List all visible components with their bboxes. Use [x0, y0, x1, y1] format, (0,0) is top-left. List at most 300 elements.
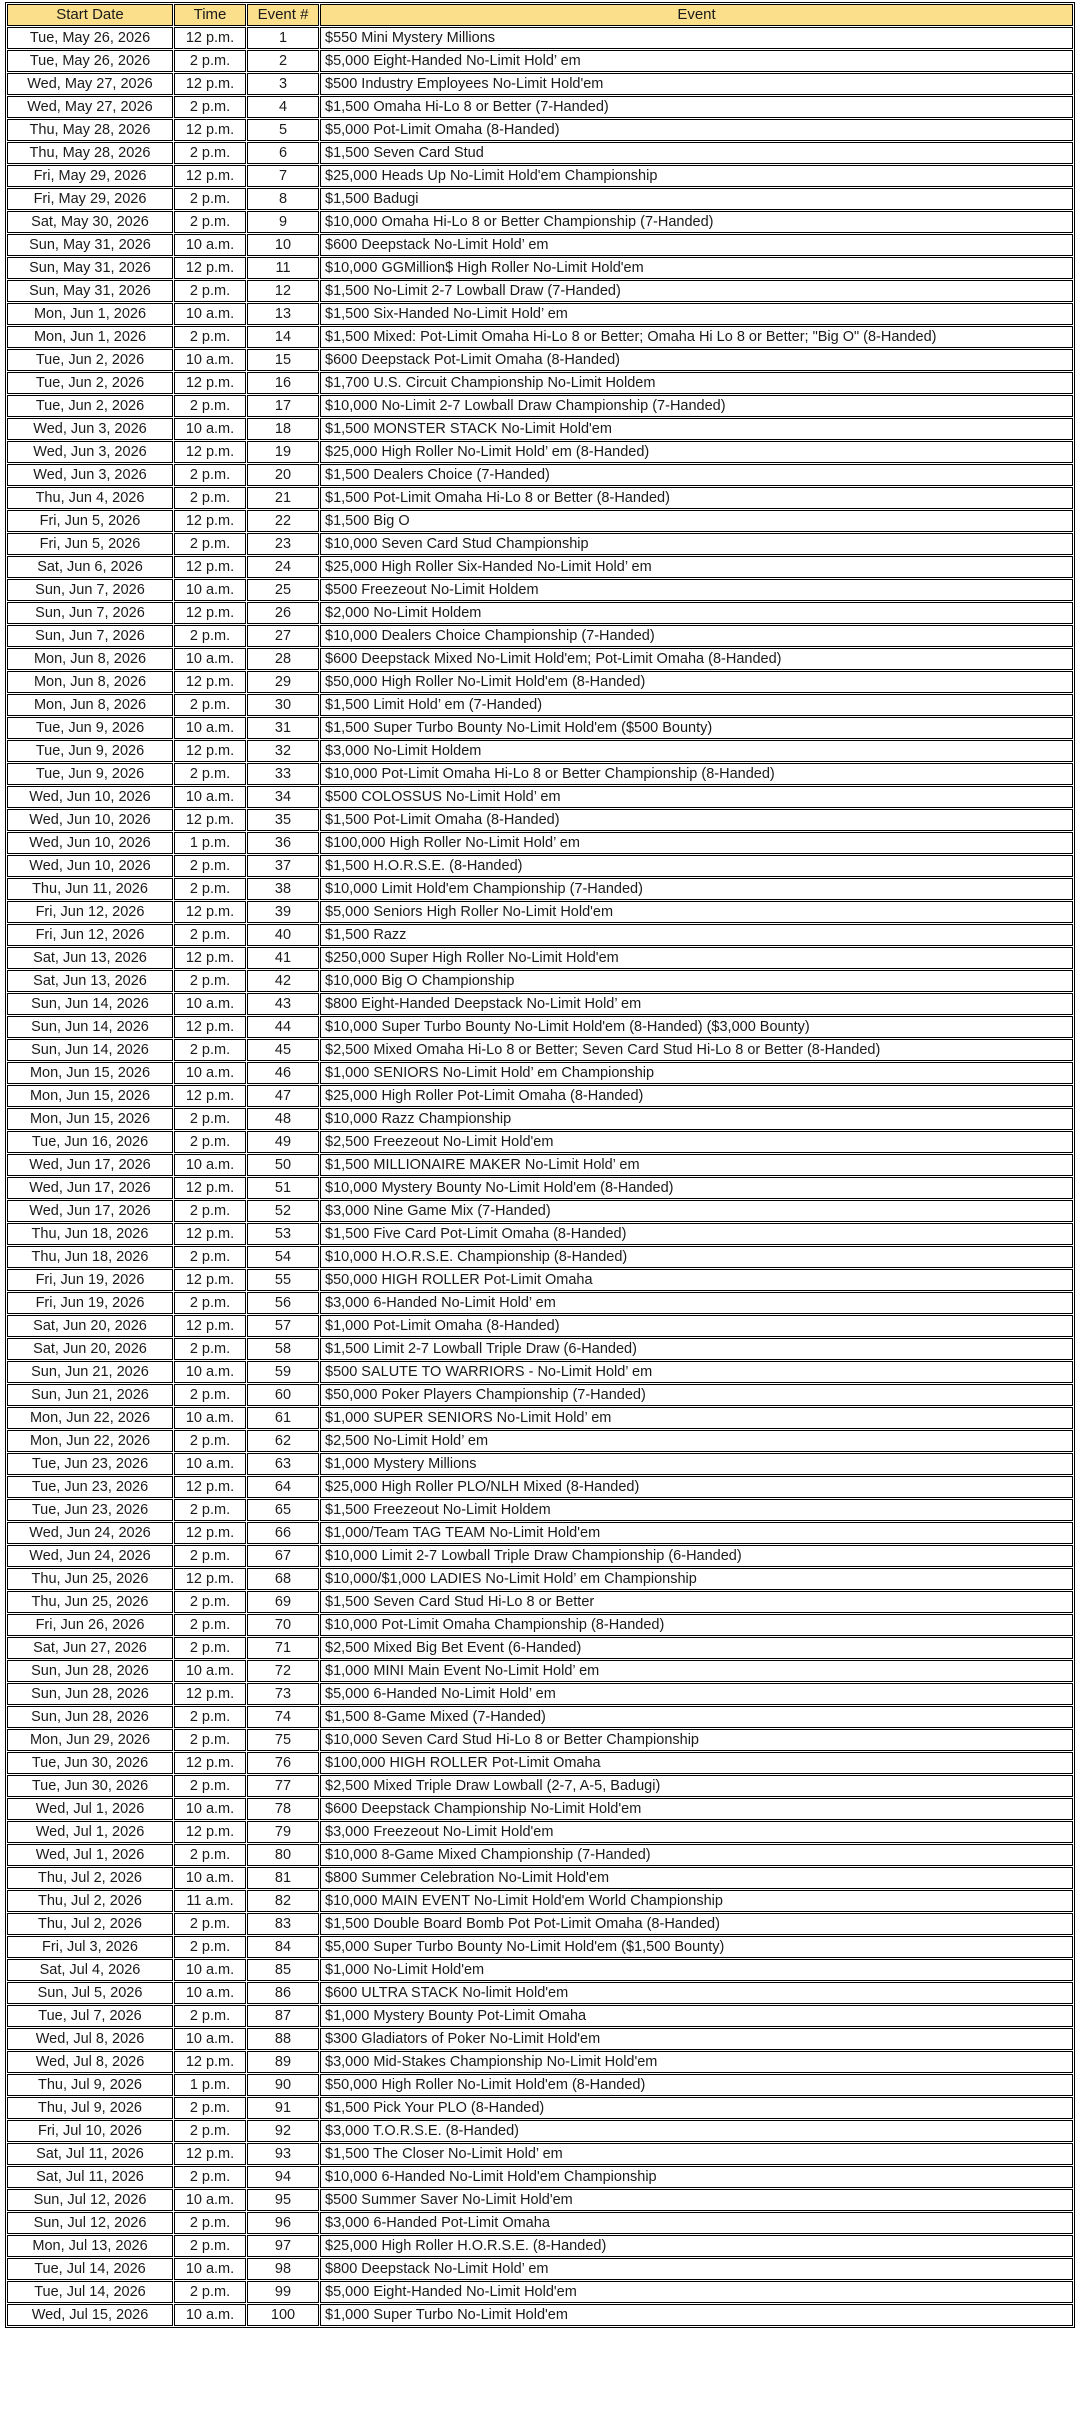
table-row	[7, 2120, 1073, 2142]
start-date-cell: Thu, Jul 9, 2026	[7, 2097, 173, 2119]
event-number-cell: 5	[247, 119, 319, 141]
start-date-cell: Mon, Jun 22, 2026	[7, 1430, 173, 1452]
start-date-cell: Tue, Jun 16, 2026	[7, 1131, 173, 1153]
start-date-cell: Sun, Jun 7, 2026	[7, 602, 173, 624]
event-name-cell: $1,500 The Closer No-Limit Hold’ em	[320, 2143, 1073, 2165]
event-name-cell: $500 Industry Employees No-Limit Hold'em	[320, 73, 1073, 95]
event-number-cell: 24	[247, 556, 319, 578]
event-number-cell: 76	[247, 1752, 319, 1774]
event-name-cell: $1,500 Dealers Choice (7-Handed)	[320, 464, 1073, 486]
start-date-cell: Sun, Jun 14, 2026	[7, 1039, 173, 1061]
start-date-cell: Wed, Jul 1, 2026	[7, 1844, 173, 1866]
event-number-cell: 50	[247, 1154, 319, 1176]
table-row	[7, 1867, 1073, 1889]
table-row	[7, 1177, 1073, 1199]
start-date-cell: Wed, Jul 1, 2026	[7, 1821, 173, 1843]
table-row	[7, 763, 1073, 785]
event-name-cell: $3,000 T.O.R.S.E. (8-Handed)	[320, 2120, 1073, 2142]
start-date-cell: Sun, Jul 5, 2026	[7, 1982, 173, 2004]
event-name-cell: $2,500 Mixed Triple Draw Lowball (2-7, A-5, Badugi)	[320, 1775, 1073, 1797]
time-cell: 10 a.m.	[174, 1959, 246, 1981]
start-date-cell: Wed, Jul 1, 2026	[7, 1798, 173, 1820]
time-cell: 2 p.m.	[174, 487, 246, 509]
time-cell: 10 a.m.	[174, 1867, 246, 1889]
start-date-cell: Tue, Jun 30, 2026	[7, 1752, 173, 1774]
time-cell: 2 p.m.	[174, 2235, 246, 2257]
time-cell: 12 p.m.	[174, 510, 246, 532]
start-date-cell: Wed, Jul 15, 2026	[7, 2304, 173, 2326]
event-number-cell: 99	[247, 2281, 319, 2303]
table-row	[7, 1545, 1073, 1567]
event-name-cell: $1,500 Freezeout No-Limit Holdem	[320, 1499, 1073, 1521]
event-number-cell: 63	[247, 1453, 319, 1475]
start-date-cell: Wed, Jul 8, 2026	[7, 2028, 173, 2050]
start-date-cell: Fri, Jun 12, 2026	[7, 924, 173, 946]
table-row	[7, 1775, 1073, 1797]
event-name-cell: $600 ULTRA STACK No-limit Hold'em	[320, 1982, 1073, 2004]
start-date-cell: Sun, Jun 14, 2026	[7, 993, 173, 1015]
time-cell: 12 p.m.	[174, 441, 246, 463]
start-date-cell: Mon, Jun 1, 2026	[7, 326, 173, 348]
time-cell: 2 p.m.	[174, 855, 246, 877]
event-number-cell: 10	[247, 234, 319, 256]
start-date-cell: Sun, Jul 12, 2026	[7, 2212, 173, 2234]
start-date-cell: Wed, Jun 3, 2026	[7, 464, 173, 486]
start-date-cell: Mon, Jun 15, 2026	[7, 1085, 173, 1107]
event-number-cell: 79	[247, 1821, 319, 1843]
table-row	[7, 809, 1073, 831]
time-cell: 2 p.m.	[174, 1430, 246, 1452]
start-date-cell: Sat, Jun 20, 2026	[7, 1315, 173, 1337]
event-name-cell: $10,000 8-Game Mixed Championship (7-Handed)	[320, 1844, 1073, 1866]
event-name-cell: $500 SALUTE TO WARRIORS - No-Limit Hold’ em	[320, 1361, 1073, 1383]
start-date-cell: Thu, Jun 25, 2026	[7, 1591, 173, 1613]
event-number-cell: 96	[247, 2212, 319, 2234]
table-row	[7, 1361, 1073, 1383]
start-date-cell: Fri, Jun 5, 2026	[7, 533, 173, 555]
start-date-cell: Wed, May 27, 2026	[7, 96, 173, 118]
table-row	[7, 533, 1073, 555]
event-number-cell: 58	[247, 1338, 319, 1360]
time-cell: 12 p.m.	[174, 165, 246, 187]
time-cell: 12 p.m.	[174, 1683, 246, 1705]
start-date-cell: Sat, Jul 11, 2026	[7, 2143, 173, 2165]
event-name-cell: $10,000 Dealers Choice Championship (7-Handed)	[320, 625, 1073, 647]
table-row	[7, 510, 1073, 532]
start-date-cell: Tue, Jun 23, 2026	[7, 1453, 173, 1475]
table-row	[7, 1706, 1073, 1728]
event-number-cell: 48	[247, 1108, 319, 1130]
time-cell: 2 p.m.	[174, 2097, 246, 2119]
time-cell: 2 p.m.	[174, 142, 246, 164]
table-row	[7, 1453, 1073, 1475]
event-number-cell: 65	[247, 1499, 319, 1521]
event-name-cell: $3,000 No-Limit Holdem	[320, 740, 1073, 762]
time-cell: 12 p.m.	[174, 740, 246, 762]
start-date-cell: Thu, Jun 18, 2026	[7, 1246, 173, 1268]
start-date-cell: Wed, Jun 10, 2026	[7, 786, 173, 808]
time-cell: 2 p.m.	[174, 1499, 246, 1521]
event-name-cell: $5,000 Seniors High Roller No-Limit Hold'em	[320, 901, 1073, 923]
header-start-date: Start Date	[7, 4, 173, 26]
table-row	[7, 464, 1073, 486]
event-number-cell: 74	[247, 1706, 319, 1728]
table-row	[7, 2143, 1073, 2165]
event-number-cell: 22	[247, 510, 319, 532]
table-row	[7, 1890, 1073, 1912]
event-number-cell: 44	[247, 1016, 319, 1038]
time-cell: 2 p.m.	[174, 50, 246, 72]
event-name-cell: $1,500 Limit 2-7 Lowball Triple Draw (6-Handed)	[320, 1338, 1073, 1360]
event-name-cell: $2,500 Mixed Big Bet Event (6-Handed)	[320, 1637, 1073, 1659]
start-date-cell: Sun, Jun 14, 2026	[7, 1016, 173, 1038]
table-row	[7, 2005, 1073, 2027]
table-row	[7, 349, 1073, 371]
event-number-cell: 12	[247, 280, 319, 302]
event-name-cell: $600 Deepstack No-Limit Hold’ em	[320, 234, 1073, 256]
start-date-cell: Fri, Jun 19, 2026	[7, 1269, 173, 1291]
table-row	[7, 1062, 1073, 1084]
table-row	[7, 73, 1073, 95]
start-date-cell: Thu, Jun 4, 2026	[7, 487, 173, 509]
table-row	[7, 50, 1073, 72]
time-cell: 2 p.m.	[174, 1706, 246, 1728]
table-row	[7, 1246, 1073, 1268]
event-name-cell: $1,500 Double Board Bomb Pot Pot-Limit Omaha (8-Handed)	[320, 1913, 1073, 1935]
event-name-cell: $600 Deepstack Mixed No-Limit Hold'em; Pot-Limit Omaha (8-Handed)	[320, 648, 1073, 670]
table-row	[7, 1315, 1073, 1337]
start-date-cell: Thu, Jul 2, 2026	[7, 1867, 173, 1889]
start-date-cell: Sun, Jul 12, 2026	[7, 2189, 173, 2211]
event-name-cell: $10,000 Razz Championship	[320, 1108, 1073, 1130]
event-number-cell: 28	[247, 648, 319, 670]
table-row	[7, 119, 1073, 141]
time-cell: 11 a.m.	[174, 1890, 246, 1912]
event-name-cell: $3,000 6-Handed No-Limit Hold’ em	[320, 1292, 1073, 1314]
event-number-cell: 97	[247, 2235, 319, 2257]
time-cell: 12 p.m.	[174, 1016, 246, 1038]
event-name-cell: $5,000 6-Handed No-Limit Hold’ em	[320, 1683, 1073, 1705]
time-cell: 2 p.m.	[174, 326, 246, 348]
event-number-cell: 75	[247, 1729, 319, 1751]
time-cell: 2 p.m.	[174, 1775, 246, 1797]
event-name-cell: $2,500 Mixed Omaha Hi-Lo 8 or Better; Seven Card Stud Hi-Lo 8 or Better (8-Handed)	[320, 1039, 1073, 1061]
start-date-cell: Sun, May 31, 2026	[7, 280, 173, 302]
table-row	[7, 878, 1073, 900]
table-row	[7, 1499, 1073, 1521]
table-row	[7, 96, 1073, 118]
event-number-cell: 33	[247, 763, 319, 785]
event-name-cell: $10,000 Pot-Limit Omaha Hi-Lo 8 or Better Championship (8-Handed)	[320, 763, 1073, 785]
time-cell: 12 p.m.	[174, 2143, 246, 2165]
table-row	[7, 1729, 1073, 1751]
event-number-cell: 17	[247, 395, 319, 417]
event-number-cell: 81	[247, 1867, 319, 1889]
start-date-cell: Sat, Jul 11, 2026	[7, 2166, 173, 2188]
table-row	[7, 1131, 1073, 1153]
table-row	[7, 717, 1073, 739]
start-date-cell: Mon, Jun 8, 2026	[7, 671, 173, 693]
event-number-cell: 71	[247, 1637, 319, 1659]
time-cell: 10 a.m.	[174, 717, 246, 739]
event-name-cell: $10,000 H.O.R.S.E. Championship (8-Handed)	[320, 1246, 1073, 1268]
event-name-cell: $1,500 Seven Card Stud	[320, 142, 1073, 164]
table-row	[7, 1913, 1073, 1935]
time-cell: 12 p.m.	[174, 1269, 246, 1291]
event-number-cell: 36	[247, 832, 319, 854]
start-date-cell: Tue, Jun 30, 2026	[7, 1775, 173, 1797]
start-date-cell: Thu, Jun 25, 2026	[7, 1568, 173, 1590]
start-date-cell: Mon, Jun 1, 2026	[7, 303, 173, 325]
event-number-cell: 98	[247, 2258, 319, 2280]
table-row	[7, 2166, 1073, 2188]
table-row	[7, 1292, 1073, 1314]
time-cell: 12 p.m.	[174, 1085, 246, 1107]
table-row	[7, 970, 1073, 992]
start-date-cell: Sun, Jun 28, 2026	[7, 1683, 173, 1705]
event-name-cell: $10,000 6-Handed No-Limit Hold'em Championship	[320, 2166, 1073, 2188]
event-number-cell: 32	[247, 740, 319, 762]
event-number-cell: 94	[247, 2166, 319, 2188]
event-schedule-table	[5, 2, 1075, 2328]
time-cell: 10 a.m.	[174, 234, 246, 256]
time-cell: 2 p.m.	[174, 1844, 246, 1866]
time-cell: 1 p.m.	[174, 2074, 246, 2096]
table-row	[7, 2051, 1073, 2073]
time-cell: 12 p.m.	[174, 1476, 246, 1498]
event-number-cell: 59	[247, 1361, 319, 1383]
start-date-cell: Mon, Jun 8, 2026	[7, 648, 173, 670]
event-number-cell: 38	[247, 878, 319, 900]
event-number-cell: 15	[247, 349, 319, 371]
time-cell: 2 p.m.	[174, 1200, 246, 1222]
event-number-cell: 77	[247, 1775, 319, 1797]
event-name-cell: $1,000 MINI Main Event No-Limit Hold’ em	[320, 1660, 1073, 1682]
table-row	[7, 556, 1073, 578]
event-name-cell: $1,000/Team TAG TEAM No-Limit Hold'em	[320, 1522, 1073, 1544]
event-number-cell: 21	[247, 487, 319, 509]
table-row	[7, 1223, 1073, 1245]
start-date-cell: Mon, Jun 8, 2026	[7, 694, 173, 716]
event-number-cell: 18	[247, 418, 319, 440]
header-event-number: Event #	[247, 4, 319, 26]
event-name-cell: $1,500 Mixed: Pot-Limit Omaha Hi-Lo 8 or Better; Omaha Hi Lo 8 or Better; "Big O" (8-Handed)	[320, 326, 1073, 348]
event-number-cell: 85	[247, 1959, 319, 1981]
table-row	[7, 694, 1073, 716]
start-date-cell: Tue, May 26, 2026	[7, 27, 173, 49]
time-cell: 12 p.m.	[174, 1315, 246, 1337]
table-row	[7, 1338, 1073, 1360]
time-cell: 10 a.m.	[174, 2304, 246, 2326]
event-number-cell: 70	[247, 1614, 319, 1636]
time-cell: 12 p.m.	[174, 1223, 246, 1245]
table-row	[7, 1200, 1073, 1222]
event-number-cell: 61	[247, 1407, 319, 1429]
time-cell: 12 p.m.	[174, 73, 246, 95]
start-date-cell: Mon, Jul 13, 2026	[7, 2235, 173, 2257]
table-row	[7, 1844, 1073, 1866]
table-row	[7, 372, 1073, 394]
table-row	[7, 1821, 1073, 1843]
table-row	[7, 1108, 1073, 1130]
start-date-cell: Thu, May 28, 2026	[7, 119, 173, 141]
table-row	[7, 1591, 1073, 1613]
event-name-cell: $1,500 Big O	[320, 510, 1073, 532]
table-row	[7, 1936, 1073, 1958]
event-number-cell: 88	[247, 2028, 319, 2050]
time-cell: 12 p.m.	[174, 947, 246, 969]
event-number-cell: 52	[247, 1200, 319, 1222]
table-row	[7, 487, 1073, 509]
event-number-cell: 6	[247, 142, 319, 164]
event-number-cell: 67	[247, 1545, 319, 1567]
start-date-cell: Sat, Jun 6, 2026	[7, 556, 173, 578]
start-date-cell: Fri, Jul 10, 2026	[7, 2120, 173, 2142]
event-number-cell: 9	[247, 211, 319, 233]
event-name-cell: $250,000 Super High Roller No-Limit Hold'em	[320, 947, 1073, 969]
table-row	[7, 1660, 1073, 1682]
event-number-cell: 30	[247, 694, 319, 716]
start-date-cell: Sun, Jun 21, 2026	[7, 1384, 173, 1406]
time-cell: 2 p.m.	[174, 1338, 246, 1360]
time-cell: 10 a.m.	[174, 1062, 246, 1084]
event-number-cell: 41	[247, 947, 319, 969]
event-name-cell: $550 Mini Mystery Millions	[320, 27, 1073, 49]
event-number-cell: 25	[247, 579, 319, 601]
event-number-cell: 62	[247, 1430, 319, 1452]
event-number-cell: 93	[247, 2143, 319, 2165]
time-cell: 10 a.m.	[174, 993, 246, 1015]
event-name-cell: $1,500 MONSTER STACK No-Limit Hold'em	[320, 418, 1073, 440]
event-number-cell: 51	[247, 1177, 319, 1199]
event-number-cell: 60	[247, 1384, 319, 1406]
start-date-cell: Fri, Jun 19, 2026	[7, 1292, 173, 1314]
event-number-cell: 34	[247, 786, 319, 808]
event-number-cell: 45	[247, 1039, 319, 1061]
start-date-cell: Thu, Jun 11, 2026	[7, 878, 173, 900]
event-number-cell: 89	[247, 2051, 319, 2073]
event-name-cell: $600 Deepstack Championship No-Limit Hold'em	[320, 1798, 1073, 1820]
time-cell: 2 p.m.	[174, 924, 246, 946]
table-row	[7, 441, 1073, 463]
event-number-cell: 91	[247, 2097, 319, 2119]
event-number-cell: 92	[247, 2120, 319, 2142]
event-number-cell: 84	[247, 1936, 319, 1958]
event-number-cell: 66	[247, 1522, 319, 1544]
event-number-cell: 8	[247, 188, 319, 210]
time-cell: 2 p.m.	[174, 763, 246, 785]
event-name-cell: $1,500 Limit Hold’ em (7-Handed)	[320, 694, 1073, 716]
start-date-cell: Mon, Jun 29, 2026	[7, 1729, 173, 1751]
start-date-cell: Tue, Jul 14, 2026	[7, 2281, 173, 2303]
time-cell: 2 p.m.	[174, 533, 246, 555]
table-row	[7, 1614, 1073, 1636]
table-row	[7, 1016, 1073, 1038]
event-name-cell: $1,500 Seven Card Stud Hi-Lo 8 or Better	[320, 1591, 1073, 1613]
time-cell: 12 p.m.	[174, 1522, 246, 1544]
event-name-cell: $500 COLOSSUS No-Limit Hold’ em	[320, 786, 1073, 808]
event-name-cell: $1,500 Six-Handed No-Limit Hold’ em	[320, 303, 1073, 325]
event-name-cell: $1,500 Pot-Limit Omaha (8-Handed)	[320, 809, 1073, 831]
event-name-cell: $5,000 Eight-Handed No-Limit Hold'em	[320, 2281, 1073, 2303]
event-number-cell: 35	[247, 809, 319, 831]
table-row	[7, 395, 1073, 417]
event-name-cell: $10,000 Limit Hold'em Championship (7-Handed)	[320, 878, 1073, 900]
event-number-cell: 80	[247, 1844, 319, 1866]
event-number-cell: 100	[247, 2304, 319, 2326]
event-name-cell: $1,000 Pot-Limit Omaha (8-Handed)	[320, 1315, 1073, 1337]
time-cell: 2 p.m.	[174, 2281, 246, 2303]
event-name-cell: $25,000 Heads Up No-Limit Hold'em Championship	[320, 165, 1073, 187]
event-number-cell: 23	[247, 533, 319, 555]
event-name-cell: $10,000 GGMillion$ High Roller No-Limit Hold'em	[320, 257, 1073, 279]
start-date-cell: Sat, Jun 20, 2026	[7, 1338, 173, 1360]
event-name-cell: $10,000 Limit 2-7 Lowball Triple Draw Championship (6-Handed)	[320, 1545, 1073, 1567]
event-number-cell: 20	[247, 464, 319, 486]
event-number-cell: 53	[247, 1223, 319, 1245]
event-name-cell: $10,000 Pot-Limit Omaha Championship (8-Handed)	[320, 1614, 1073, 1636]
event-name-cell: $5,000 Eight-Handed No-Limit Hold’ em	[320, 50, 1073, 72]
time-cell: 12 p.m.	[174, 1821, 246, 1843]
event-name-cell: $1,500 Super Turbo Bounty No-Limit Hold'em ($500 Bounty)	[320, 717, 1073, 739]
start-date-cell: Fri, May 29, 2026	[7, 188, 173, 210]
event-number-cell: 16	[247, 372, 319, 394]
table-row	[7, 855, 1073, 877]
table-row	[7, 211, 1073, 233]
event-name-cell: $3,000 6-Handed Pot-Limit Omaha	[320, 2212, 1073, 2234]
time-cell: 2 p.m.	[174, 211, 246, 233]
table-row	[7, 2097, 1073, 2119]
table-row	[7, 2212, 1073, 2234]
time-cell: 2 p.m.	[174, 1131, 246, 1153]
start-date-cell: Wed, Jun 17, 2026	[7, 1154, 173, 1176]
start-date-cell: Wed, Jun 17, 2026	[7, 1200, 173, 1222]
event-number-cell: 11	[247, 257, 319, 279]
event-number-cell: 57	[247, 1315, 319, 1337]
header-time: Time	[174, 4, 246, 26]
start-date-cell: Wed, Jun 3, 2026	[7, 441, 173, 463]
time-cell: 1 p.m.	[174, 832, 246, 854]
table-row	[7, 1752, 1073, 1774]
table-row	[7, 2189, 1073, 2211]
event-name-cell: $5,000 Pot-Limit Omaha (8-Handed)	[320, 119, 1073, 141]
start-date-cell: Tue, Jun 9, 2026	[7, 717, 173, 739]
event-name-cell: $10,000 Omaha Hi-Lo 8 or Better Championship (7-Handed)	[320, 211, 1073, 233]
event-name-cell: $25,000 High Roller Six-Handed No-Limit Hold’ em	[320, 556, 1073, 578]
event-name-cell: $1,500 Omaha Hi-Lo 8 or Better (7-Handed)	[320, 96, 1073, 118]
table-row	[7, 188, 1073, 210]
start-date-cell: Fri, Jun 26, 2026	[7, 1614, 173, 1636]
time-cell: 2 p.m.	[174, 1246, 246, 1268]
table-row	[7, 602, 1073, 624]
start-date-cell: Thu, May 28, 2026	[7, 142, 173, 164]
event-name-cell: $25,000 High Roller Pot-Limit Omaha (8-Handed)	[320, 1085, 1073, 1107]
event-name-cell: $1,500 MILLIONAIRE MAKER No-Limit Hold’ em	[320, 1154, 1073, 1176]
event-number-cell: 3	[247, 73, 319, 95]
event-number-cell: 2	[247, 50, 319, 72]
time-cell: 2 p.m.	[174, 970, 246, 992]
start-date-cell: Fri, Jun 5, 2026	[7, 510, 173, 532]
event-name-cell: $1,500 8-Game Mixed (7-Handed)	[320, 1706, 1073, 1728]
table-row	[7, 2281, 1073, 2303]
event-name-cell: $2,000 No-Limit Holdem	[320, 602, 1073, 624]
event-name-cell: $25,000 High Roller H.O.R.S.E. (8-Handed)	[320, 2235, 1073, 2257]
event-number-cell: 86	[247, 1982, 319, 2004]
event-name-cell: $1,500 Pick Your PLO (8-Handed)	[320, 2097, 1073, 2119]
event-number-cell: 40	[247, 924, 319, 946]
table-row	[7, 1798, 1073, 1820]
table-row	[7, 2074, 1073, 2096]
